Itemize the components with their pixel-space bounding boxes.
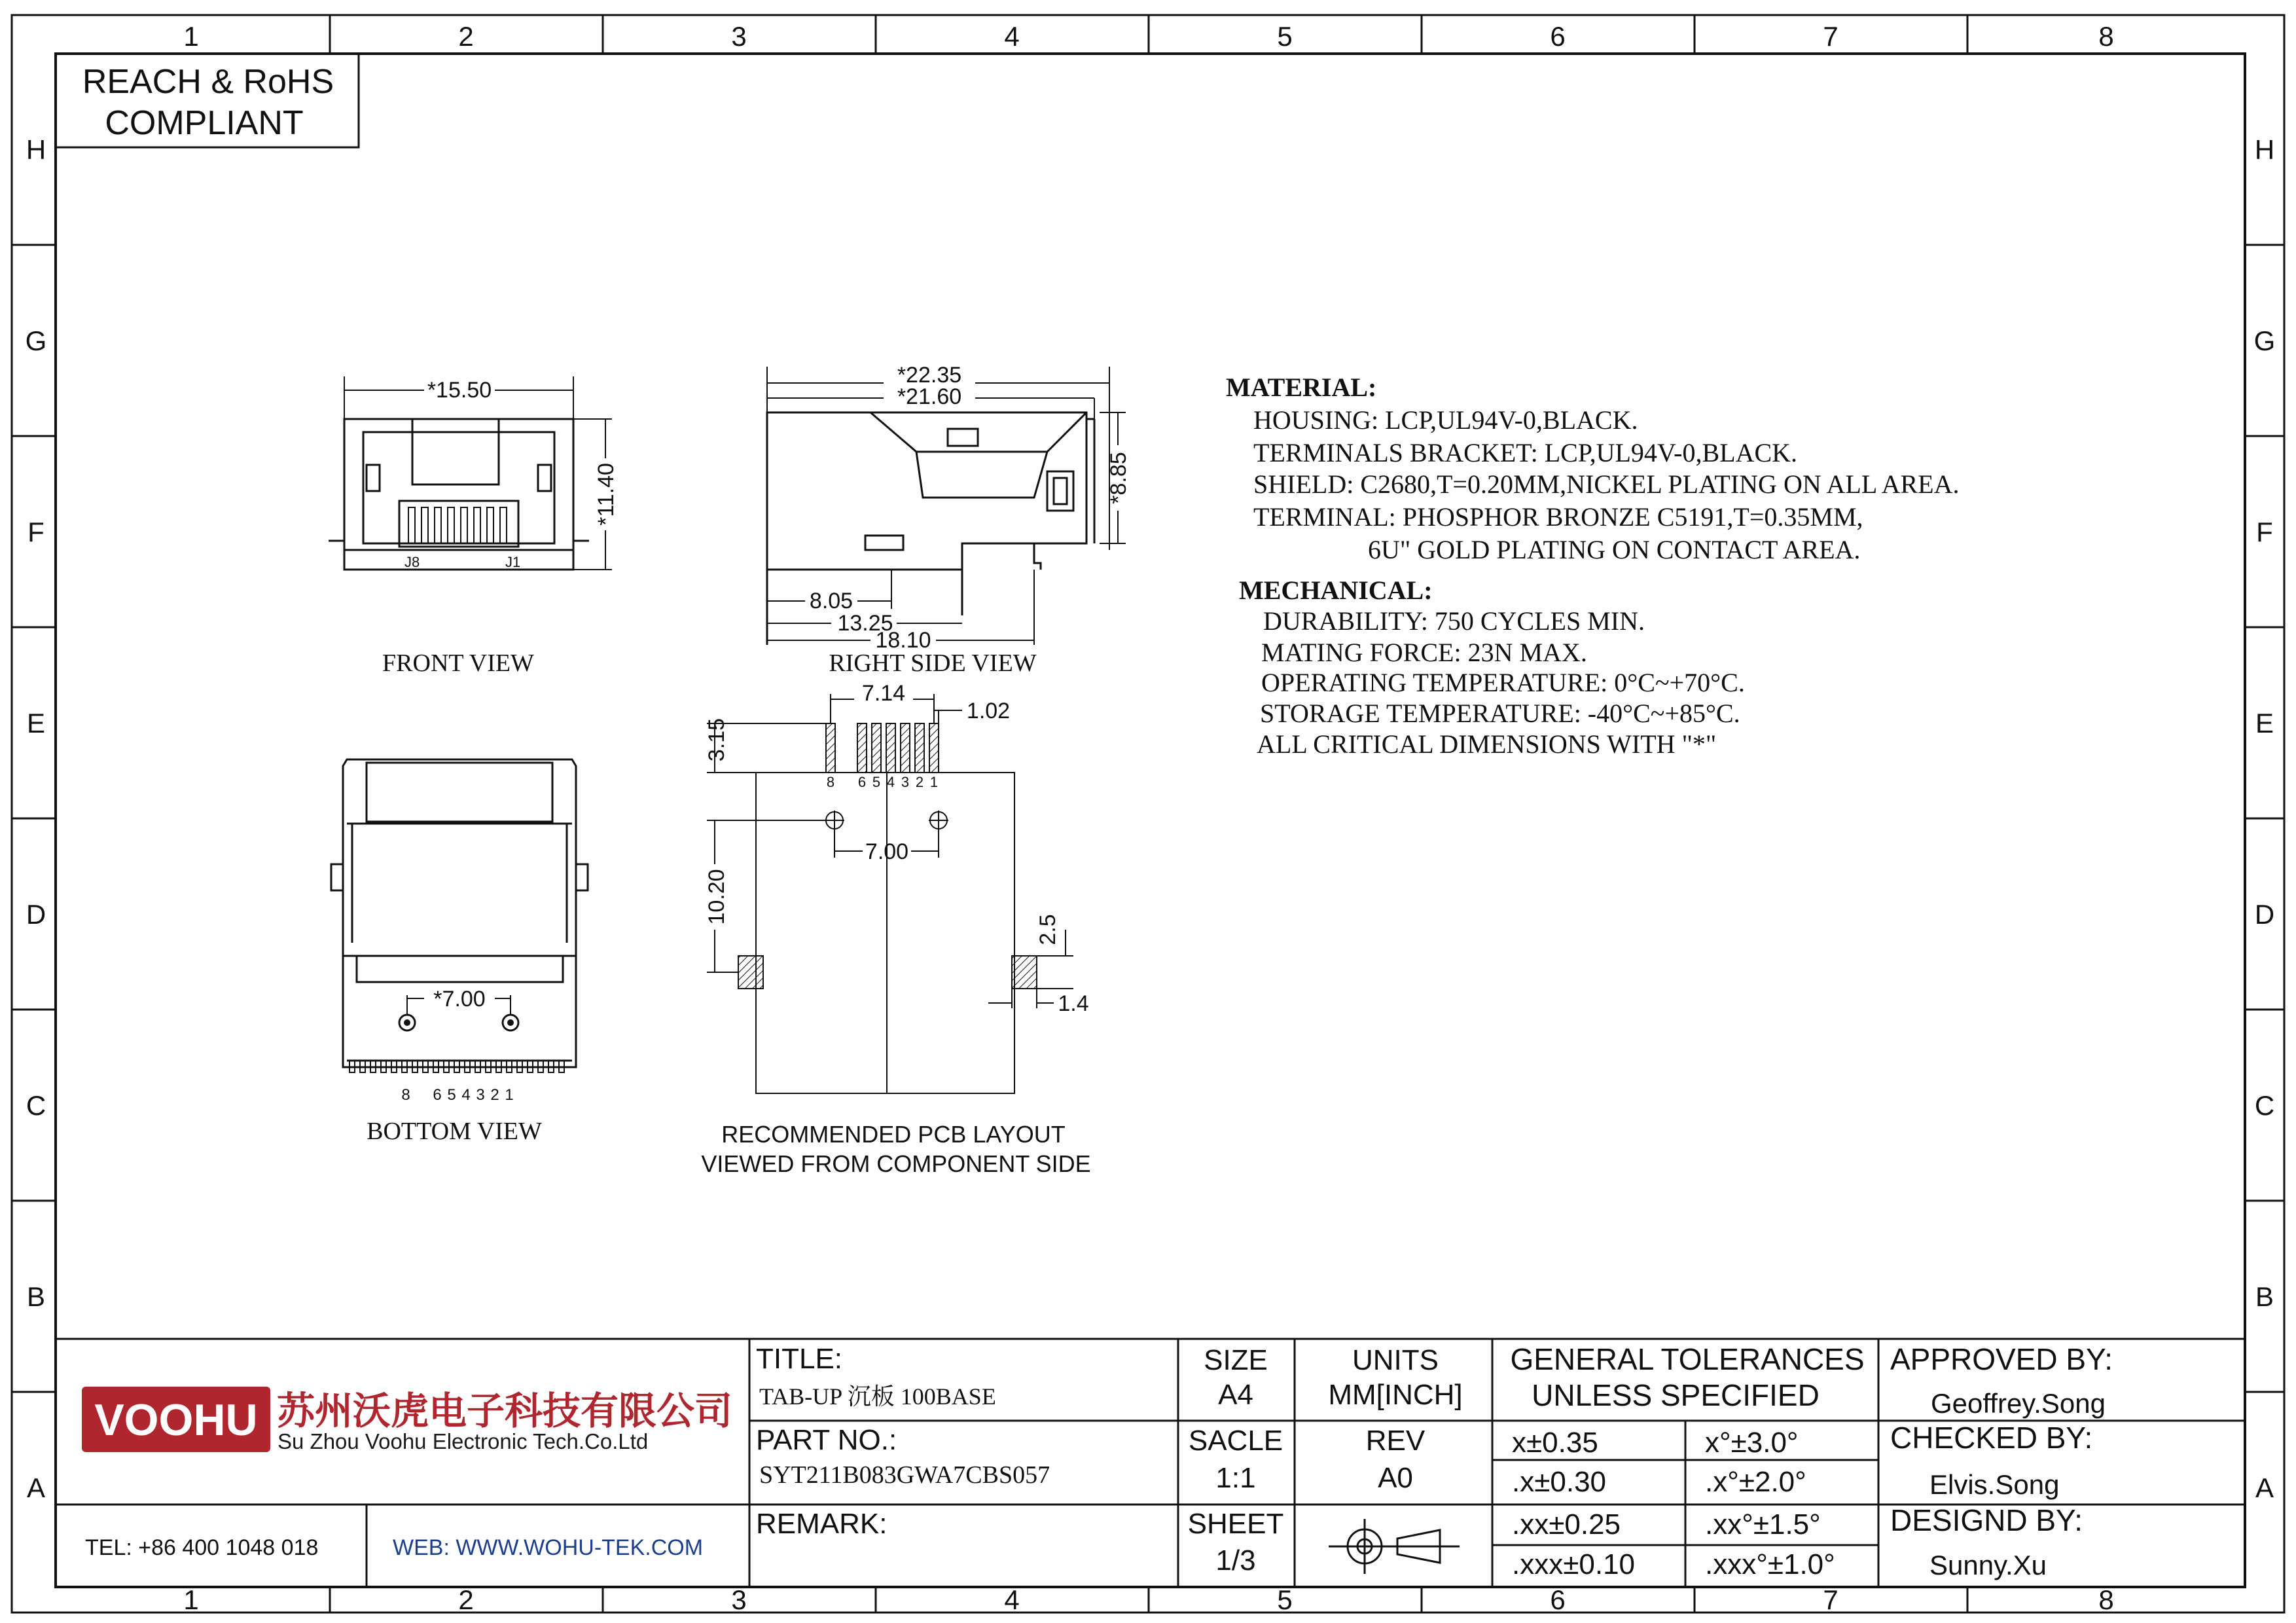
dim-pcb-pad-pitch: 1.02 [966,699,1011,723]
pin-number: 5 [872,774,881,790]
checked-by-value: Elvis.Song [1929,1469,2060,1500]
dim-pcb-hole-pitch: 7.00 [865,839,909,864]
right-side-view [767,363,1131,677]
tolerance-linear: .xx±0.25 [1512,1508,1621,1541]
bottom-hole-left-center [404,1019,410,1026]
tolerance-linear: x±0.35 [1512,1427,1598,1459]
col-label: 8 [2098,21,2114,52]
pin-number: 6 [433,1086,442,1104]
dim-pcb-tab-height: 2.5 [1035,914,1060,945]
logo-text: VOOHU [94,1395,258,1445]
pcb-label-line-1: RECOMMENDED PCB LAYOUT [721,1121,1066,1148]
pin-number: 1 [929,774,939,790]
mechanical-heading: MECHANICAL: [1239,575,1433,605]
material-heading: MATERIAL: [1226,373,1377,402]
size-value: A4 [1218,1379,1253,1411]
row-label: B [2255,1281,2274,1312]
row-label: D [26,899,46,930]
mechanical-line: ALL CRITICAL DIMENSIONS WITH "*" [1257,729,1717,759]
col-label: 6 [1550,1584,1566,1615]
dim-front-height: *11.40 [594,463,619,526]
pin-number: 3 [901,774,910,790]
col-label: 6 [1550,21,1566,52]
sheet-value: 1/3 [1215,1544,1256,1577]
pin-number: 5 [447,1086,456,1104]
col-label: 3 [731,1584,747,1615]
front-view-contacts [408,507,507,543]
bottom-view-label: BOTTOM VIEW [367,1118,542,1145]
pcb-label-line-2: VIEWED FROM COMPONENT SIDE [701,1150,1091,1177]
col-label: 1 [183,1584,199,1615]
col-label: 5 [1277,21,1293,52]
row-label: C [2254,1090,2275,1121]
designed-by-value: Sunny.Xu [1929,1550,2047,1580]
scale-label: SACLE [1188,1425,1283,1457]
dim-pcb-hole-to-tab: 10.20 [704,869,729,925]
bottom-hole-right-center [507,1019,514,1026]
pcb-layout [701,681,1090,1177]
company-name-cn: 苏州沃虎电子科技有限公司 [277,1390,733,1432]
dim-side-d1: 8.05 [809,589,853,613]
row-label: E [26,708,46,739]
pin-number: 6 [857,774,867,790]
units-value: MM[INCH] [1328,1379,1463,1411]
tolerance-heading-1: GENERAL TOLERANCES [1510,1342,1865,1376]
front-view [329,376,619,677]
tolerance-angular: x°±3.0° [1705,1427,1799,1459]
pin-number: 8 [826,774,835,790]
row-label: H [26,134,46,165]
col-label: 3 [731,21,747,52]
col-label: 7 [1823,21,1839,52]
size-label: SIZE [1204,1344,1268,1376]
tolerance-linear: .xxx±0.10 [1512,1548,1636,1580]
pin-number: 1 [505,1086,514,1104]
dim-side-d3: 18.10 [875,628,931,653]
remark-label: REMARK: [756,1508,888,1540]
row-label: G [2253,325,2276,356]
specifications [1226,373,1959,759]
scale-value: 1:1 [1215,1462,1256,1494]
dim-side-d2: 13.25 [837,611,893,636]
tel: TEL: +86 400 1048 018 [85,1535,319,1560]
designed-by-label: DESIGND BY: [1890,1503,2083,1537]
checked-by-label: CHECKED BY: [1890,1421,2093,1455]
bottom-pin-numbers [401,1086,513,1104]
col-label: 2 [458,21,474,52]
dim-bottom-hole-pitch: *7.00 [433,987,486,1012]
pin-number: 2 [490,1086,499,1104]
sheet-label: SHEET [1187,1508,1284,1540]
pin-number: 8 [401,1086,410,1104]
rev-value: A0 [1378,1462,1413,1494]
dim-side-overall: *22.35 [897,363,962,388]
tolerance-linear: .x±0.30 [1512,1466,1607,1498]
col-label: 4 [1004,21,1020,52]
col-label: 8 [2098,1584,2114,1615]
col-label: 4 [1004,1584,1020,1615]
company-name-en: Su Zhou Voohu Electronic Tech.Co.Ltd [278,1429,649,1453]
company-logo [82,1387,270,1452]
mechanical-line: OPERATING TEMPERATURE: 0°C~+70°C. [1261,668,1745,697]
tolerance-angular: .x°±2.0° [1705,1466,1806,1498]
row-label: H [2254,134,2275,165]
tolerance-angular: .xx°±1.5° [1705,1508,1821,1541]
rev-label: REV [1365,1425,1426,1457]
units-label: UNITS [1352,1344,1439,1376]
row-ticks [12,245,2284,1392]
material-line: TERMINAL: PHOSPHOR BRONZE C5191,T=0.35MM, [1253,502,1863,532]
pin-label-j8: J8 [404,554,420,570]
row-label: C [26,1090,46,1121]
pin-number: 3 [476,1086,485,1104]
dim-pcb-pad-length: 3.15 [704,718,729,762]
material-line: SHIELD: C2680,T=0.20MM,NICKEL PLATING ON ALL AREA. [1253,469,1960,499]
compliance-line-1: REACH & RoHS [82,63,334,101]
row-label: G [25,325,47,356]
row-label: F [2256,517,2273,547]
col-label: 1 [183,21,199,52]
material-line: 6U" GOLD PLATING ON CONTACT AREA. [1368,535,1861,564]
row-label: E [2255,708,2274,739]
pin-number: 4 [461,1086,471,1104]
tolerance-heading-2: UNLESS SPECIFIED [1532,1378,1820,1412]
bottom-view [331,759,588,1145]
approved-by-value: Geoffrey.Song [1931,1388,2106,1419]
row-label: B [26,1281,46,1312]
dim-pcb-tab-width: 1.4 [1058,991,1089,1016]
projection-symbol [1329,1519,1460,1574]
website-link[interactable]: WEB: WWW.WOHU-TEK.COM [393,1535,704,1560]
dim-front-width: *15.50 [427,378,492,403]
tolerance-angular: .xxx°±1.0° [1705,1548,1835,1580]
dim-side-body: *21.60 [897,384,962,409]
title-block [56,1339,2245,1587]
dim-pcb-pad-span: 7.14 [861,681,906,706]
col-label: 5 [1277,1584,1293,1615]
pin-number: 4 [886,774,895,790]
right-side-view-label: RIGHT SIDE VIEW [829,649,1037,677]
mechanical-line: STORAGE TEMPERATURE: -40°C~+85°C. [1260,699,1740,728]
pcb-pin-numbers [827,774,938,790]
pin-label-j1: J1 [505,554,521,570]
title-value: TAB-UP 沉板 100BASE [759,1383,996,1410]
material-line: HOUSING: LCP,UL94V-0,BLACK. [1253,405,1638,435]
mechanical-line: DURABILITY: 750 CYCLES MIN. [1263,606,1645,636]
pin-number: 2 [915,774,924,790]
material-line: TERMINALS BRACKET: LCP,UL94V-0,BLACK. [1253,438,1798,467]
title-label: TITLE: [756,1343,843,1375]
row-label: A [2255,1472,2274,1503]
part-no-value: SYT211B083GWA7CBS057 [759,1461,1050,1489]
compliance-line-2: COMPLIANT [105,104,304,142]
approved-by-label: APPROVED BY: [1890,1342,2113,1376]
row-label: D [2254,899,2275,930]
col-label: 7 [1823,1584,1839,1615]
row-label: F [27,517,45,547]
front-view-label: FRONT VIEW [382,649,534,677]
part-no-label: PART NO.: [756,1424,897,1456]
col-label: 2 [458,1584,474,1615]
dim-side-height: *8.85 [1106,452,1131,504]
mechanical-line: MATING FORCE: 23N MAX. [1261,638,1587,667]
compliance-box [56,54,359,147]
row-label: A [26,1472,46,1503]
